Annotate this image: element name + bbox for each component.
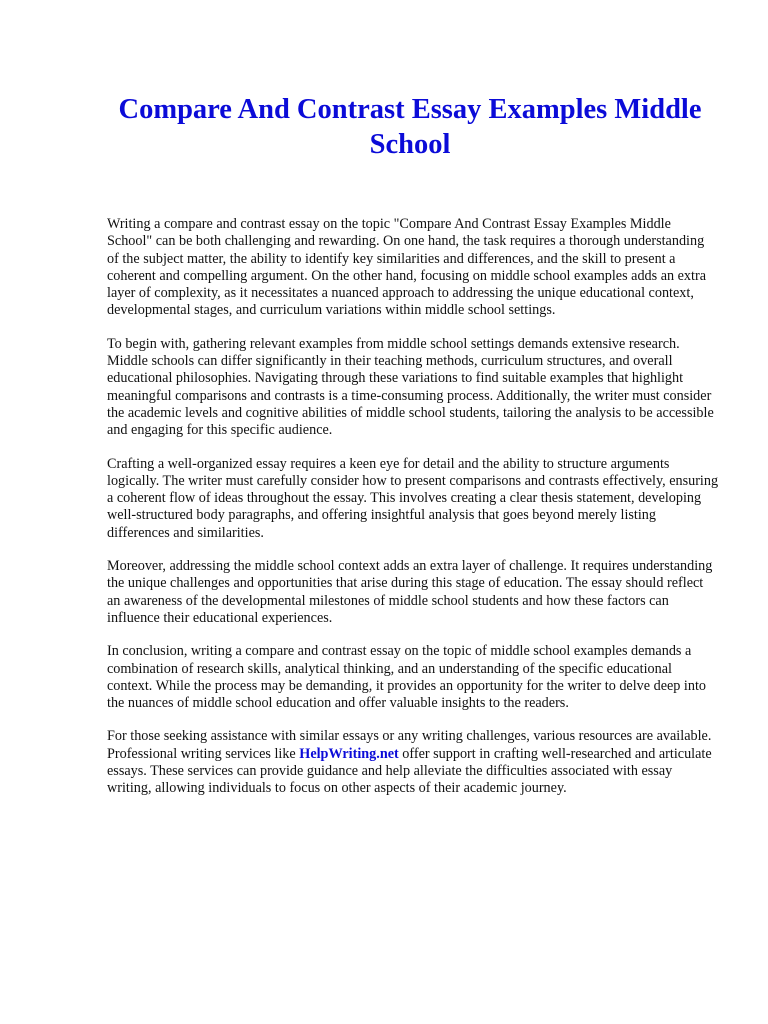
resources-text-after-link: offer support in crafting well-researched and articulate essays. These services can provide guidance and help alleviate the difficulties associated with essay writing, allowing individuals to focus on other aspects of their academic journey. (107, 745, 712, 797)
paragraph-structure: Crafting a well-organized essay requires a keen eye for detail and the ability to structure arguments logically. The writer must carefully consider how to present comparisons and contrasts effectively, ensuring a coherent flow of ideas throughout the essay. This involves creating a clear thesis statement, developing well-structured body paragraphs, and offering insightful analysis that goes beyond merely listing differences and similarities. (107, 455, 719, 541)
page-title: Compare And Contrast Essay Examples Middle School (118, 94, 702, 160)
resources-text-before-link: For those seeking assistance with similar essays or any writing challenges, various resources are available. Professional writing services like (107, 728, 712, 762)
paragraph-resources (107, 728, 719, 797)
paragraph-conclusion: In conclusion, writing a compare and contrast essay on the topic of middle school examples demands a combination of research skills, analytical thinking, and an understanding of the specific educational context. While the process may be demanding, it provides an opportunity for the writer to delve deep into the nuances of middle school education and offer valuable insights to the readers. (107, 643, 706, 712)
paragraph-research: To begin with, gathering relevant examples from middle school settings demands extensive research. Middle schools can differ significantly in their teaching methods, curriculum structures, and overall educational philosophies. Navigating through these variations to find suitable examples that highlight meaningful comparisons and contrasts is a time-consuming process. Additionally, the writer must consider the academic levels and cognitive abilities of middle school students, tailoring the analysis to be accessible and engaging for this specific audience. (107, 335, 714, 439)
essay-body (107, 216, 719, 814)
paragraph-intro: Writing a compare and contrast essay on the topic "Compare And Contrast Essay Examples Middle School" can be both challenging and rewarding. On one hand, the task requires a thorough understanding of the subject matter, the ability to identify key similarities and differences, and the skill to present a coherent and compelling argument. On the other hand, focusing on middle school examples adds an extra layer of complexity, as it necessitates a nuanced approach to addressing the unique educational context, developmental stages, and curriculum variations within middle school settings. (107, 216, 706, 319)
helpwriting-link[interactable]: HelpWriting.net (299, 745, 399, 762)
paragraph-context: Moreover, addressing the middle school context adds an extra layer of challenge. It requires understanding the unique challenges and opportunities that arise during this stage of education. The essay should reflect an awareness of the developmental milestones of middle school students and how these factors can influence their educational experiences. (107, 558, 713, 626)
